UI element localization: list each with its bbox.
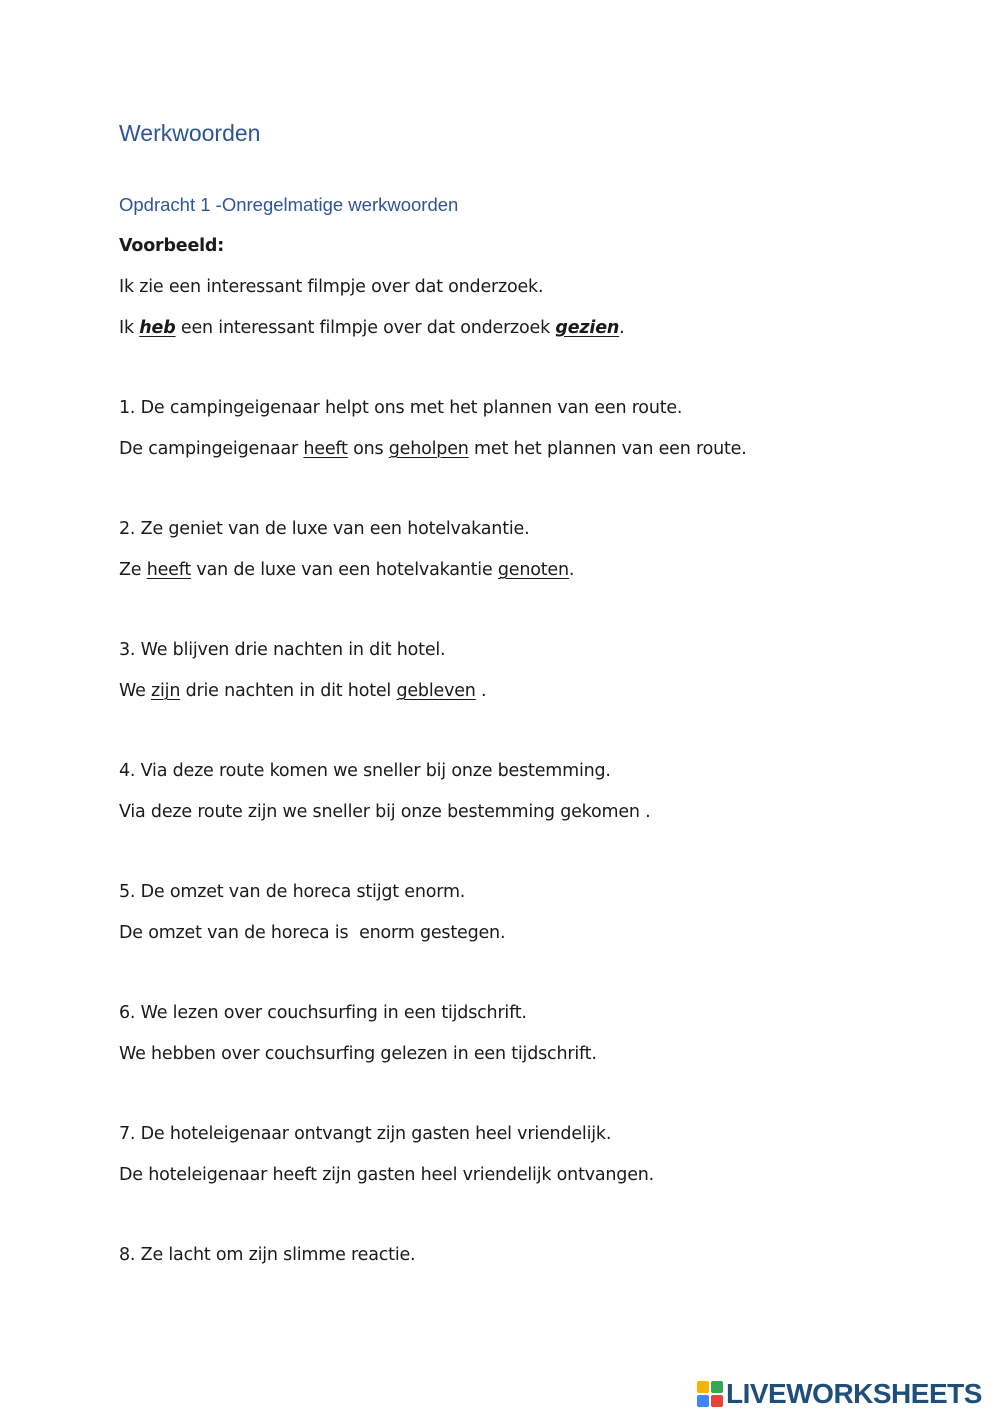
exercise-sentence-8: 8. Ze lacht om zijn slimme reactie. — [119, 1245, 416, 1265]
logo-square — [711, 1381, 723, 1393]
text-segment: ons — [347, 439, 389, 459]
logo-text: LIVEWORKSHEETS — [726, 1378, 982, 1409]
exercise-sentence-6: 6. We lezen over couchsurfing in een tijdschrift. — [119, 1003, 527, 1023]
exercise-answer-5: De omzet van de horeca is enorm gestegen. — [119, 923, 506, 943]
liveworksheets-logo — [697, 1378, 982, 1410]
text-segment: De campingeigenaar — [119, 439, 304, 459]
answer-field-participle[interactable]: gebleven — [396, 681, 476, 701]
exercise-sentence-5: 5. De omzet van de horeca stijgt enorm. — [119, 882, 466, 902]
text-segment: . — [568, 560, 575, 580]
example-auxiliary-verb: heb — [139, 318, 176, 338]
text-segment: . — [475, 681, 487, 701]
exercise-answer-1 — [119, 439, 747, 459]
exercise-answer-7: De hoteleigenaar heeft zijn gasten heel vriendelijk ontvangen. — [119, 1165, 655, 1185]
exercise-sentence-3: 3. We blijven drie nachten in dit hotel. — [119, 640, 446, 660]
answer-field-participle[interactable]: genoten — [497, 560, 569, 580]
text-segment: een interessant filmpje over dat onderzoek — [175, 318, 556, 338]
logo-square — [697, 1381, 709, 1393]
exercise-sentence-2: 2. Ze geniet van de luxe van een hotelvakantie. — [119, 519, 530, 539]
answer-field-auxiliary[interactable]: heeft — [146, 560, 192, 580]
exercise-answer-3 — [119, 681, 486, 701]
exercise-answer-2 — [119, 560, 574, 580]
logo-square — [711, 1395, 723, 1407]
exercise-sentence-4: 4. Via deze route komen we sneller bij onze bestemming. — [119, 761, 611, 781]
exercise-subtitle: Opdracht 1 -Onregelmatige werkwoorden — [119, 194, 459, 215]
text-segment: van de luxe van een hotelvakantie — [191, 560, 498, 580]
text-segment: drie nachten in dit hotel — [180, 681, 397, 701]
answer-field-auxiliary[interactable]: heeft — [303, 439, 348, 459]
example-answer — [119, 318, 625, 338]
text-segment: Ze — [119, 560, 147, 580]
text-segment: We — [119, 681, 152, 701]
exercise-sentence-7: 7. De hoteleigenaar ontvangt zijn gasten heel vriendelijk. — [119, 1124, 612, 1144]
page-title: Werkwoorden — [119, 120, 261, 146]
answer-field-auxiliary[interactable]: zijn — [151, 681, 181, 701]
example-sentence: Ik zie een interessant filmpje over dat onderzoek. — [119, 277, 544, 297]
text-segment: . — [619, 318, 625, 338]
exercise-answer-4: Via deze route zijn we sneller bij onze bestemming gekomen . — [119, 802, 651, 822]
exercise-answer-6: We hebben over couchsurfing gelezen in een tijdschrift. — [119, 1044, 597, 1064]
logo-icon — [697, 1381, 723, 1407]
text-segment: met het plannen van een route. — [468, 439, 747, 459]
answer-field-participle[interactable]: geholpen — [388, 439, 469, 459]
exercise-sentence-1: 1. De campingeigenaar helpt ons met het plannen van een route. — [119, 398, 683, 418]
logo-square — [697, 1395, 709, 1407]
example-label: Voorbeeld: — [119, 236, 225, 256]
example-participle: gezien — [555, 318, 620, 338]
text-segment: Ik — [119, 318, 140, 338]
